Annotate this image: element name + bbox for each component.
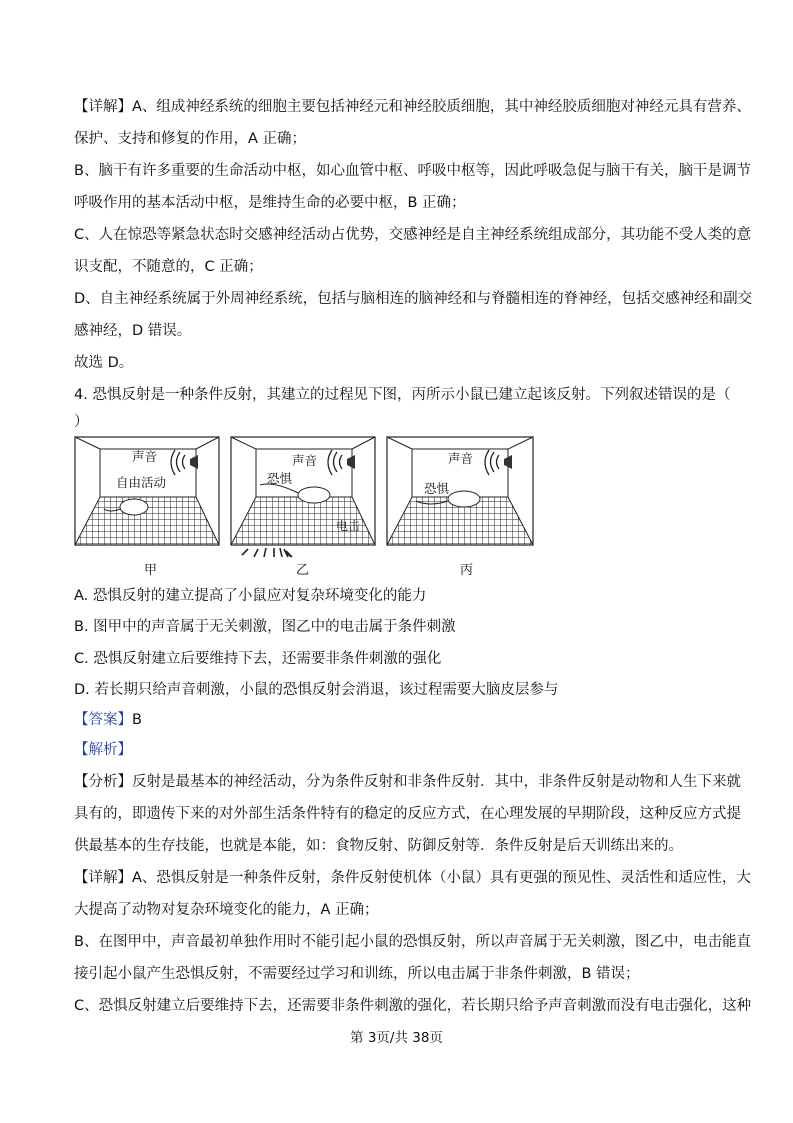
explanation-line-4: 呼吸作用的基本活动中枢，是维持生命的必要中枢，B 正确； xyxy=(74,195,466,211)
yi-shock-label: 电击 xyxy=(336,519,361,533)
mouse-icon xyxy=(448,491,480,507)
explanation-line-1: 【详解】A、组成神经系统的细胞主要包括神经元和神经胶质细胞，其中神经胶质细胞对神经元具有营养、 xyxy=(74,99,751,115)
caption-yi: 乙 xyxy=(296,563,310,578)
answer-tag: 【答案】 xyxy=(74,712,132,728)
explanation-line-5: C、人在惊恐等紧急状态时交感神经活动占优势，交感神经是自主神经系统组成部分，其功能不受人类的意 xyxy=(74,227,752,243)
explanation-line-3: B、脑干有许多重要的生命活动中枢，如心血管中枢、呼吸中枢等，因此呼吸急促与脑干有关，脑干是调节 xyxy=(74,163,751,179)
option-d: D. 若长期只给声音刺激，小鼠的恐惧反射会消退，该过程需要大脑皮层参与 xyxy=(74,682,559,698)
analysis-line-3: 供最基本的生存技能，也就是本能，如：食物反射、防御反射等．条件反射是后天训练出来的。 xyxy=(74,838,683,854)
analysis-line-1: 【分析】反射是最基本的神经活动，分为条件反射和非条件反射．其中，非条件反射是动物和人生下来就 xyxy=(74,774,741,790)
explanation-line-8: 感神经，D 错误。 xyxy=(74,323,192,339)
explanation-line-6: 识支配，不随意的，C 正确； xyxy=(74,259,263,275)
detail-line-5: C、恐惧反射建立后要维持下去，还需要非条件刺激的强化，若长期只给予声音刺激而没有电击强化，这种 xyxy=(74,998,752,1014)
detail-line-4: 接引起小鼠产生恐惧反射，不需要经过学习和训练，所以电击属于非条件刺激，B 错误； xyxy=(74,966,640,982)
detail-line-1: 【详解】A、恐惧反射是一种条件反射，条件反射使机体（小鼠）具有更强的预见性、灵活性和适应性，大 xyxy=(74,870,751,886)
detail-tag: 【详解】 xyxy=(74,99,132,115)
analysis-sub-tag: 【分析】 xyxy=(74,774,132,790)
yi-sound-label: 声音 xyxy=(292,453,318,468)
bing-state-label: 恐惧 xyxy=(424,481,450,496)
analysis-tag: 【解析】 xyxy=(74,742,132,758)
mouse-icon xyxy=(298,487,330,503)
explanation-line-7: D、自主神经系统属于外周神经系统，包括与脑相连的脑神经和与脊髓相连的脊神经，包括交感神经和副交 xyxy=(74,291,753,307)
bing-sound-label: 声音 xyxy=(448,451,474,466)
detail-tag-2: 【详解】 xyxy=(74,870,132,886)
answer-line xyxy=(74,710,734,730)
detail-line-3: B、在图甲中，声音最初单独作用时不能引起小鼠的恐惧反射，所以声音属于无关刺激，图乙中，电击能直 xyxy=(74,934,751,950)
question-stem: 4. 恐惧反射是一种条件反射，其建立的过程见下图，丙所示小鼠已建立起该反射。下列叙述错误的是（ xyxy=(74,387,731,403)
option-a: A. 恐惧反射的建立提高了小鼠应对复杂环境变化的能力 xyxy=(74,588,427,604)
detail-line-2: 大提高了动物对复杂环境变化的能力，A 正确； xyxy=(74,902,379,918)
jia-state-label: 自由活动 xyxy=(116,475,167,490)
analysis-line-2: 具有的，即遗传下来的对外部生活条件特有的稳定的反应方式，在心理发展的早期阶段，这种反应方式提 xyxy=(74,806,741,822)
question-stem-close: ） xyxy=(74,414,89,430)
caption-jia: 甲 xyxy=(144,563,158,578)
shock-icon xyxy=(242,548,292,557)
caption-bing: 丙 xyxy=(460,563,474,578)
option-b: B. 图甲中的声音属于无关刺激，图乙中的电击属于条件刺激 xyxy=(74,619,456,635)
explanation-line-2: 保护、支持和修复的作用，A 正确； xyxy=(74,131,307,147)
fear-reflex-figure xyxy=(74,435,536,580)
explanation-line-9: 故选 D。 xyxy=(74,355,134,371)
page-number: 第 3页/共 38页 xyxy=(350,1030,443,1046)
mouse-icon xyxy=(120,499,148,515)
jia-sound-label: 声音 xyxy=(132,449,158,464)
answer-value: B xyxy=(132,712,142,728)
yi-state-label: 恐惧 xyxy=(267,471,293,486)
option-c: C. 恐惧反射建立后要维持下去，还需要非条件刺激的强化 xyxy=(74,651,442,667)
